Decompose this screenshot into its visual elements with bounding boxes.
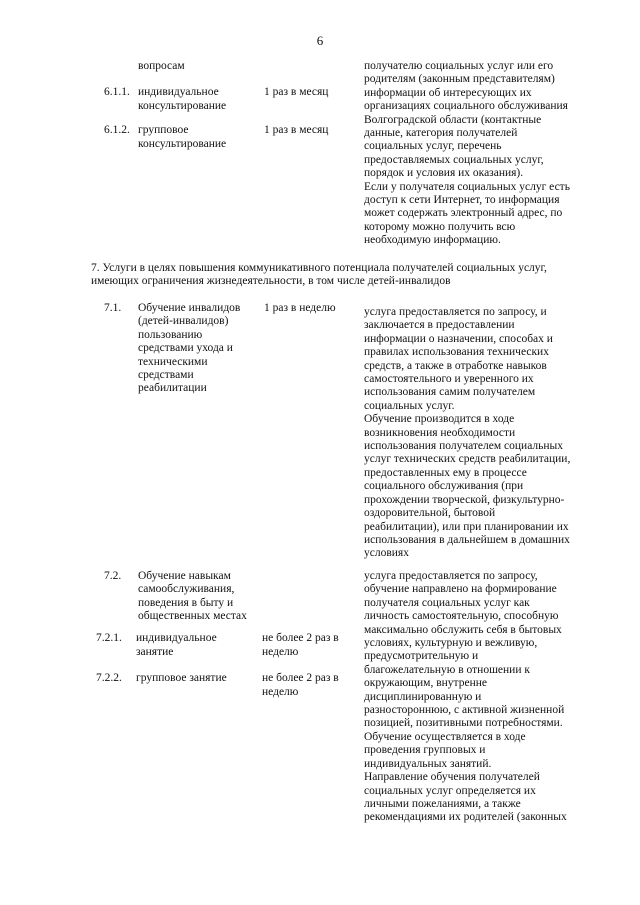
row-number: 6.1.2. — [104, 124, 130, 136]
row-number: 7.2.2. — [96, 672, 122, 684]
row-frequency: 1 раз в месяц — [264, 124, 329, 136]
row-name: индивидуальное — [136, 632, 217, 644]
row-frequency: неделю — [262, 646, 299, 658]
service-description: услуга предоставляется по запросу, обучение направлено на формирование получателя социальных услуг как личность самостоятельную, способную максимально обслужить себя в бытовых условиях, культурную и вежливую, предусмотрительную и благожелательную в отношении к окружающим, внутренне дисциплинированную и разностороннюю, с активной жизненной позицией, позитивными потребностями. Обучение осуществляется в ходе проведения групповых и индивидуальных занятий. Направление обучения получателей социальных услуг определяется их личными пожеланиями, а также рекомендациями их родителей (законных — [364, 570, 567, 824]
row-number: 7.1. — [104, 302, 122, 314]
row-number: 7.2.1. — [96, 632, 122, 644]
row-name: консультирование — [138, 138, 227, 150]
row-name: групповое — [138, 124, 189, 136]
section-heading: 7. Услуги в целях повышения коммуникативного потенциала получателей социальных услуг, имеющих ограничения жизнедеятельности, в том числе детей-инвалидов — [91, 262, 547, 288]
service-description: услуга предоставляется по запросу, и заключается в предоставлении информации о назначении, способах и правилах использования технических средств, а также в отработке навыков самостоятельного и уверенного их использования самим получателем социальных услуг. Обучение производится в ходе возникновения необходимости использования получателем социальных услуг технических средств реабилитации, предоставленных ему в процессе социального обслуживания (при прохождении творческой, физкультурно- оздоровительной, бытовой реабилитации), или при планировании их использования в дальнейшем в домашних условиях — [364, 306, 571, 560]
row-name: групповое занятие — [136, 672, 227, 684]
row-frequency: 1 раз в неделю — [264, 302, 336, 314]
row-name: вопросам — [138, 60, 185, 72]
row-frequency: не более 2 раз в — [262, 672, 339, 684]
row-frequency: неделю — [262, 686, 299, 698]
row-frequency: не более 2 раз в — [262, 632, 339, 644]
row-name: занятие — [136, 646, 174, 658]
row-number: 6.1.1. — [104, 86, 130, 98]
row-name: консультирование — [138, 100, 227, 112]
page-number: 6 — [316, 33, 324, 48]
row-number: 7.2. — [104, 570, 122, 582]
row-frequency: 1 раз в месяц — [264, 86, 329, 98]
row-name: Обучение инвалидов (детей-инвалидов) пользованию средствами ухода и техническими средствами реабилитации — [138, 302, 241, 395]
service-description: получателю социальных услуг или его родителям (законным представителям) информации об интересующих их организациях социального обслуживания Волгоградской области (контактные данные, категория получателей социальных услуг, перечень предоставляемых социальных услуг, порядок и условия их оказания). Если у получателя социальных услуг есть доступ к сети Интернет, то информация может содержать электронный адрес, по которому можно получить всю необходимую информацию. — [364, 60, 570, 247]
row-name: индивидуальное — [138, 86, 219, 98]
row-name: Обучение навыкам самообслуживания, поведения в быту и общественных местах — [138, 570, 247, 623]
